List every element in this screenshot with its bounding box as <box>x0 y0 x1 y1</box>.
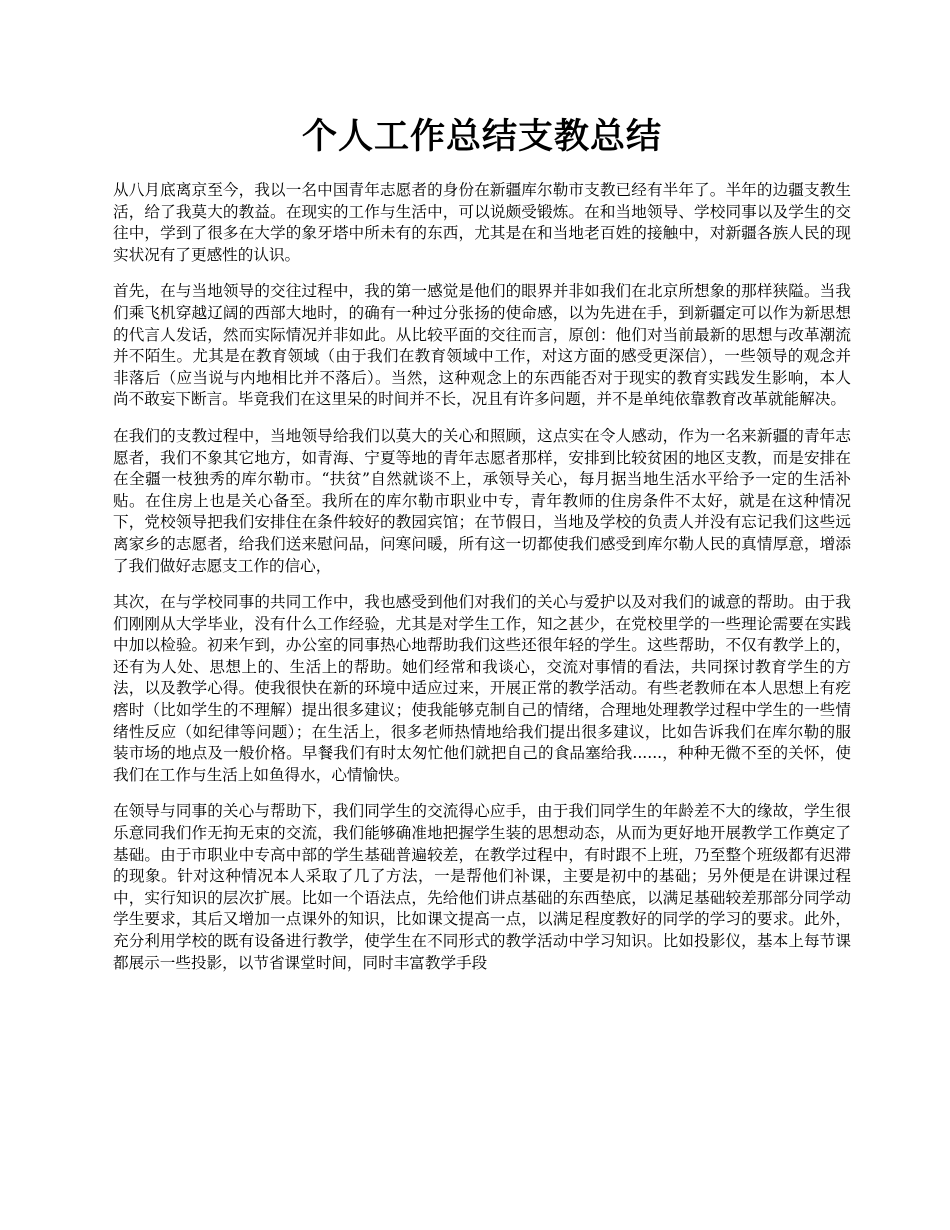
paragraph-care: 在我们的支教过程中，当地领导给我们以莫大的关心和照顾，这点实在令人感动，作为一名来新疆的青年志愿者，我们不象其它地方，如青海、宁夏等地的青年志愿者那样，安排到比较贫困的地区支教，而是安排在在全疆一枝独秀的库尔勒市。“扶贫”自然就谈不上，承领导关心，每月据当地生活水平给予一定的生活补贴。在住房上也是关心备至。我所在的库尔勒市职业中专，青年教师的住房条件不太好，就是在这种情况下，党校领导把我们安排住在条件较好的教园宾馆；在节假日，当地及学校的负责人并没有忘记我们这些远离家乡的志愿者，给我们送来慰问品，问寒问暖，所有这一切都使我们感受到库尔勒人民的真情厚意，增添了我们做好志愿支工作的信心， <box>113 426 851 575</box>
document-title: 个人工作总结支教总结 <box>301 116 662 157</box>
paragraph-intro: 从八月底离京至今，我以一名中国青年志愿者的身份在新疆库尔勒市支教已经有半年了。半年的边疆支教生活，给了我莫大的教益。在现实的工作与生活中，可以说颇受锻炼。在和当地领导、学校同事以及学生的交往中，学到了很多在大学的象牙塔中所未有的东西，尤其是在和当地老百姓的接触中，对新疆各族人民的现实状况有了更感性的认识。 <box>113 181 851 264</box>
document-page <box>113 0 851 989</box>
paragraph-leadership: 首先，在与当地领导的交往过程中，我的第一感觉是他们的眼界并非如我们在北京所想象的那样狭隘。当我们乘飞机穿越辽阔的西部大地时，的确有一种过分张扬的使命感，以为先进在手，到新疆定可以作为新思想的代言人发话，然而实际情况并非如此。从比较平面的交往而言，原创：他们对当前最新的思想与改革潮流并不陌生。尤其是在教育领域（由于我们在教育领域中工作，对这方面的感受更深信），一些领导的观念并非落后（应当说与内地相比并不落后）。当然，这种观念上的东西能否对于现实的教育实践发生影响，本人尚不敢妄下断言。毕竟我们在这里呆的时间并不长，况且有许多问题，并不是单纯依靠教育改革就能解决。 <box>113 282 851 409</box>
paragraph-colleagues: 其次，在与学校同事的共同工作中，我也感受到他们对我们的关心与爱护以及对我们的诚意的帮助。由于我们刚刚从大学毕业，没有什么工作经验，尤其是对学生工作，知之甚少，在党校里学的一些理论需要在实践中加以检验。初来乍到，办公室的同事热心地帮助我们这些还很年轻的学生。这些帮助，不仅有教学上的，还有为人处、思想上的、生活上的帮助。她们经常和我谈心，交流对事情的看法，共同探讨教育学生的方法，以及教学心得。使我很快在新的环境中适应过来，开展正常的教学活动。有些老教师在本人思想上有疙瘩时（比如学生的不理解）提出很多建议；使我能够克制自己的情绪，合理地处理教学过程中学生的一些情绪性反应（如纪律等问题）；在生活上，很多老师热情地给我们提出很多建议，比如告诉我们在库尔勒的服装市场的地点及一般价格。早餐我们有时太匆忙他们就把自己的食品塞给我......，种种无微不至的关怀，使我们在工作与生活上如鱼得水，心情愉快。 <box>113 593 851 784</box>
paragraph-students: 在领导与同事的关心与帮助下，我们同学生的交流得心应手，由于我们同学生的年龄差不大的缘故，学生很乐意同我们作无拘无束的交流，我们能够确准地把握学生装的思想动态，从而为更好地开展教学工作奠定了基础。由于市职业中专高中部的学生基础普遍较差，在教学过程中，有时跟不上班，乃至整个班级都有迟滞的现象。针对这种情况本人采取了几了方法，一是帮他们补课，主要是初中的基础；另外便是在讲课过程中，实行知识的层次扩展。比如一个语法点，先给他们讲点基础的东西垫底，以满足基础较差那部分同学动学生要求，其后又增加一点课外的知识，比如课文提高一点，以满足程度教好的同学的学习的要求。此外，充分利用学校的既有设备进行教学，使学生在不同形式的教学活动中学习知识。比如投影仪，基本上每节课都展示一些投影，以节省课堂时间，同时丰富教学手段 <box>113 802 851 972</box>
